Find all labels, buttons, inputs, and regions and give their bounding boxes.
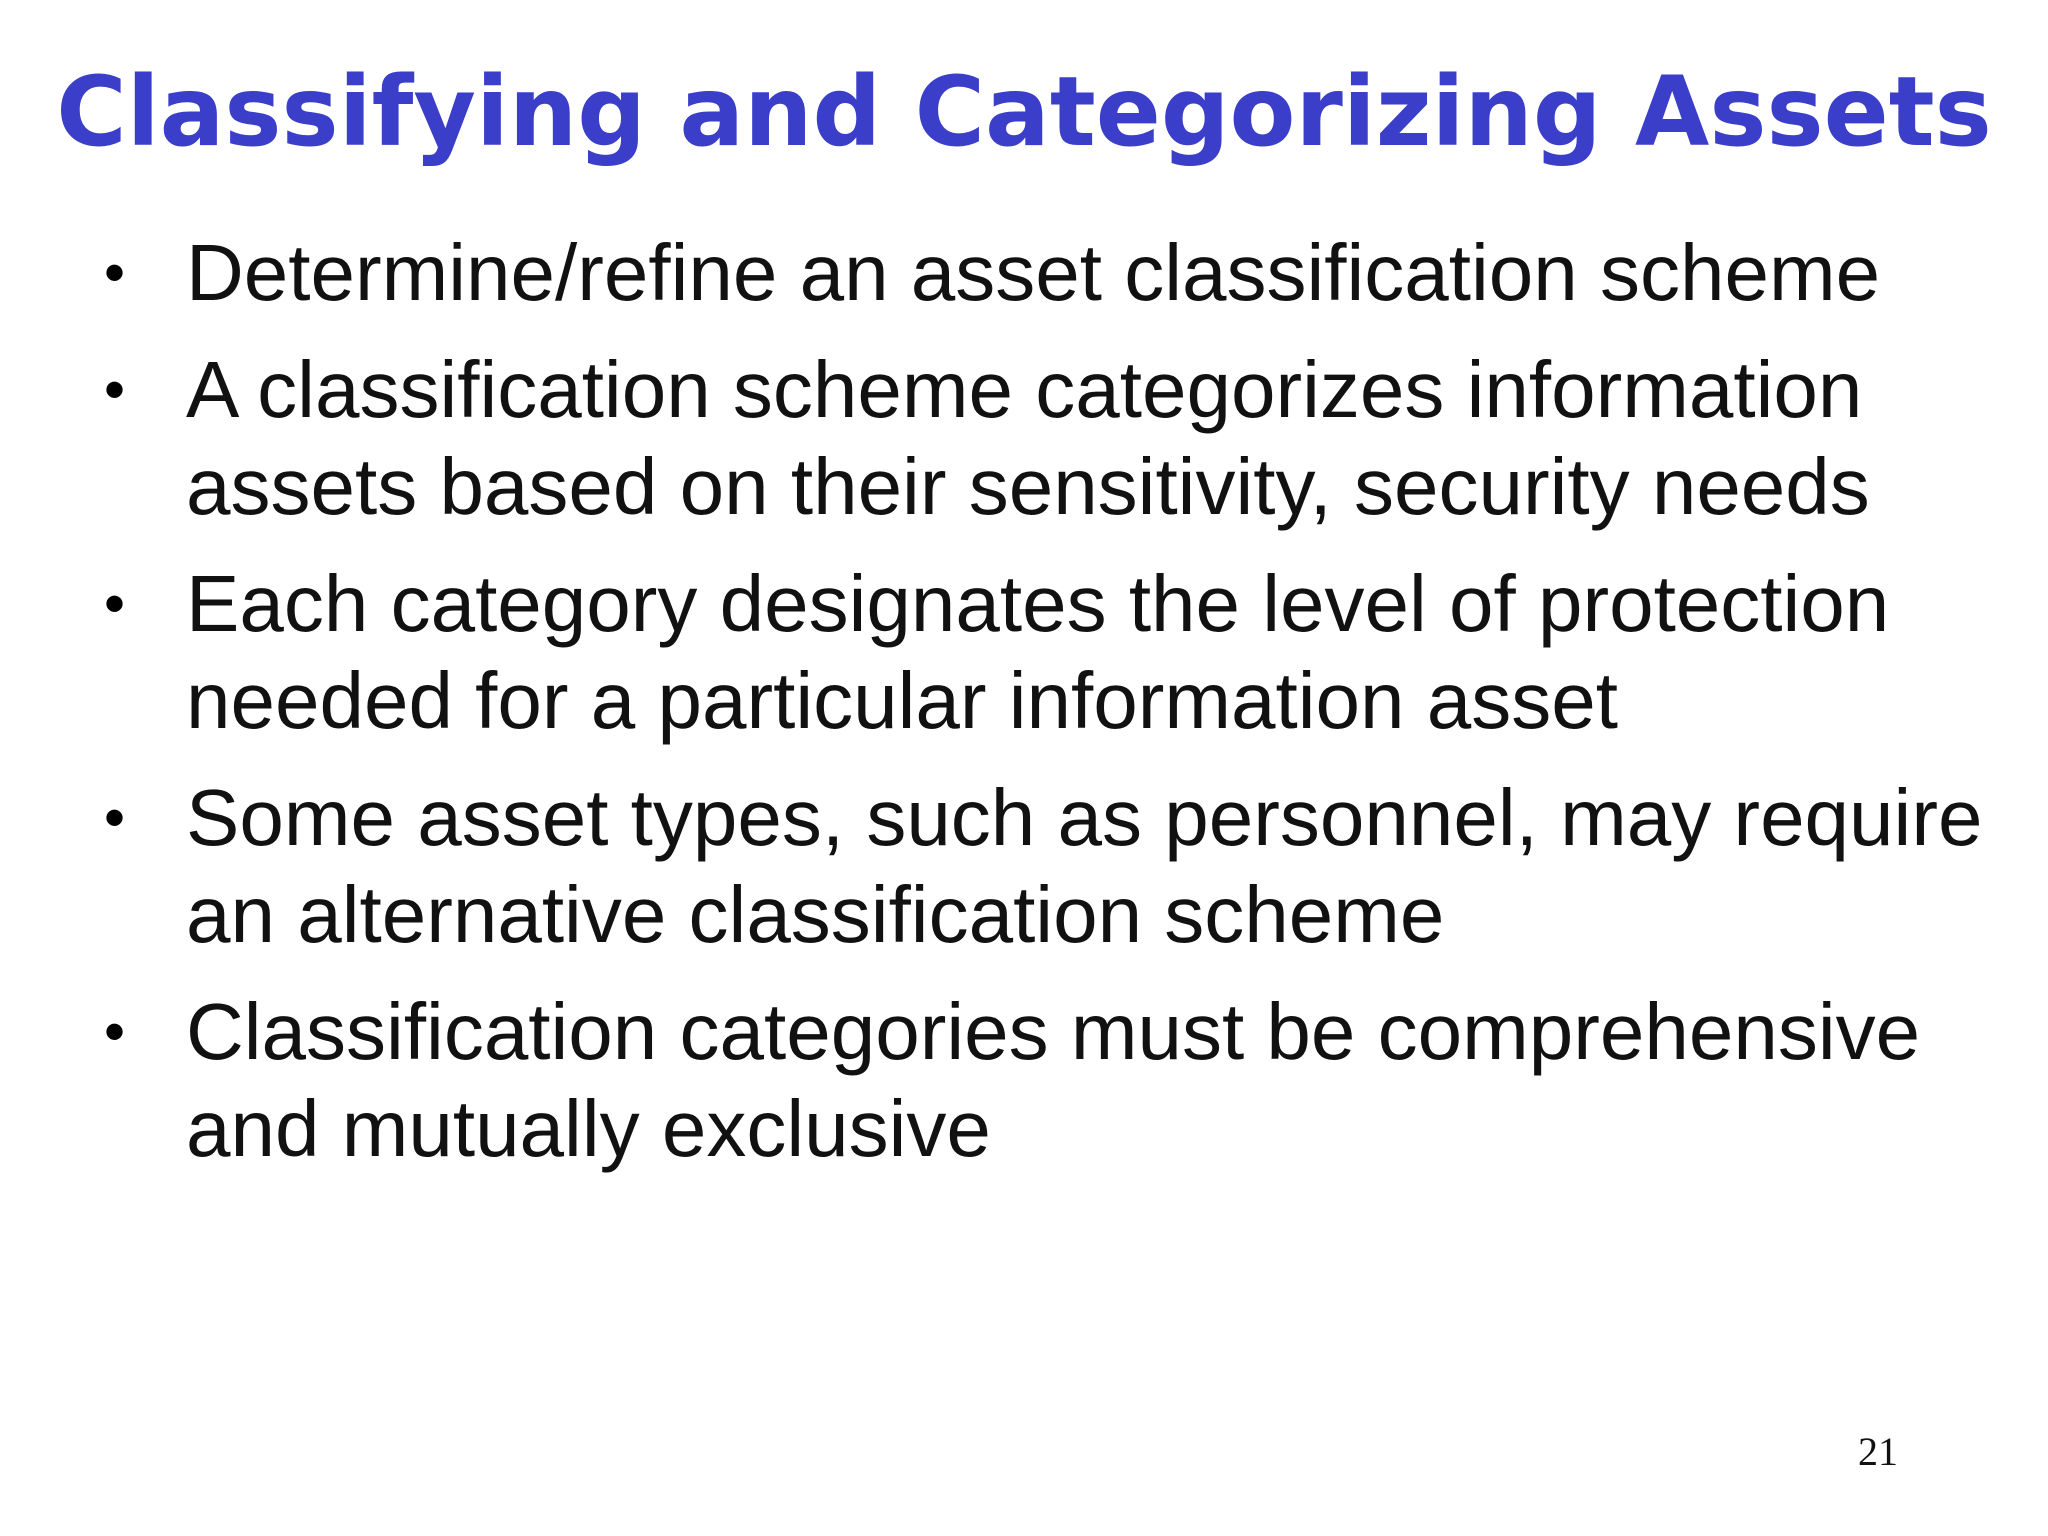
slide-title: Classifying and Categorizing Assets [56,56,1992,168]
bullet-item [104,224,1984,321]
bullet-dot-icon: • [104,239,126,306]
bullet-item [104,983,1984,1177]
bullet-list [104,224,1984,1197]
bullet-text: Determine/refine an asset classification scheme [186,228,1881,317]
bullet-item [104,341,1984,535]
bullet-dot-icon: • [104,570,126,637]
bullet-item [104,769,1984,963]
bullet-dot-icon: • [104,998,126,1065]
bullet-item [104,555,1984,749]
bullet-text: Some asset types, such as personnel, may require an alternative classification scheme [186,773,1983,959]
bullet-text: Each category designates the level of protection needed for a particular information asset [186,559,1890,745]
bullet-text: Classification categories must be comprehensive and mutually exclusive [186,987,1921,1173]
slide-page-number: 21 [1858,1429,1898,1474]
bullet-dot-icon: • [104,356,126,423]
bullet-text: A classification scheme categorizes information assets based on their sensitivity, security needs [186,345,1870,531]
bullet-dot-icon: • [104,784,126,851]
